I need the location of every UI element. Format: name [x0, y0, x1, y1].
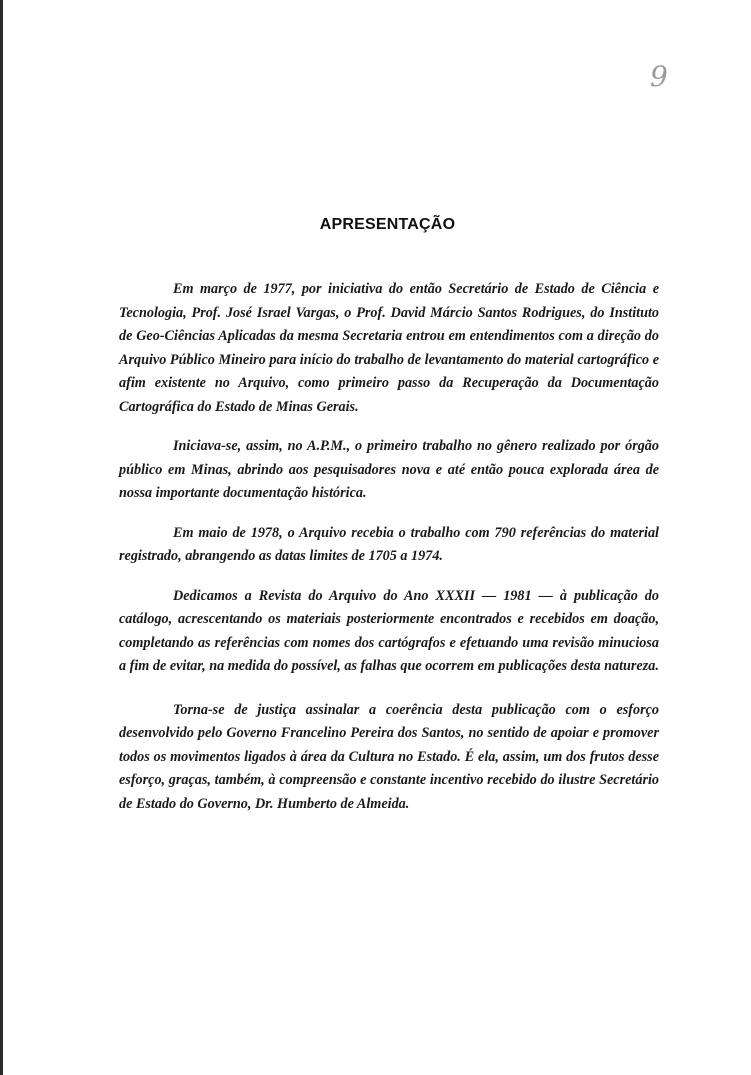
page-left-edge [0, 0, 3, 1075]
paragraph-1: Em março de 1977, por iniciativa do então Secretário de Estado de Ciência e Tecnologia, Prof. José Israel Vargas, o Prof. David Márcio Santos Rodrigues, do Instituto de Geo-Ciências Aplicadas da mesma Secretaria entrou em entendimentos com a direção do Arquivo Público Mineiro para início do trabalho de levantamento do material cartográfico e afim existente no Arquivo, como primeiro passo da Recuperação da Documentação Cartográfica do Estado de Minas Gerais. [119, 281, 659, 415]
paragraph-4: Dedicamos a Revista do Arquivo do Ano XXXII — 1981 — à publicação do catálogo, acrescentando os materiais posteriormente encontrados e recebidos em doação, completando as referências com nomes dos cartógrafos e efetuando uma revisão minuciosa a fim de evitar, na medida do possível, as falhas que ocorrem em publicações desta natureza. [119, 587, 659, 674]
paragraph-3: Em maio de 1978, o Arquivo recebia o trabalho com 790 referências do material registrado, abrangendo as datas limites de 1705 a 1974. [119, 524, 659, 564]
page-number: 9 [650, 60, 668, 93]
body-text [119, 278, 659, 832]
page-title: APRESENTAÇÃO [319, 216, 456, 233]
paragraph-5: Torna-se de justiça assinalar a coerência desta publicação com o esforço desenvolvido pelo Governo Francelino Pereira dos Santos, no sentido de apoiar e promover todos os movimentos ligados à área da Cultura no Estado. É ela, assim, um dos frutos desse esforço, graças, também, à compreensão e constante incentivo recebido do ilustre Secretário de Estado do Governo, Dr. Humberto de Almeida. [119, 701, 659, 812]
paragraph-2: Iniciava-se, assim, no A.P.M., o primeiro trabalho no gênero realizado por órgão público em Minas, abrindo aos pesquisadores nova e até então pouca explorada área de nossa importante documentação histórica. [119, 438, 659, 501]
